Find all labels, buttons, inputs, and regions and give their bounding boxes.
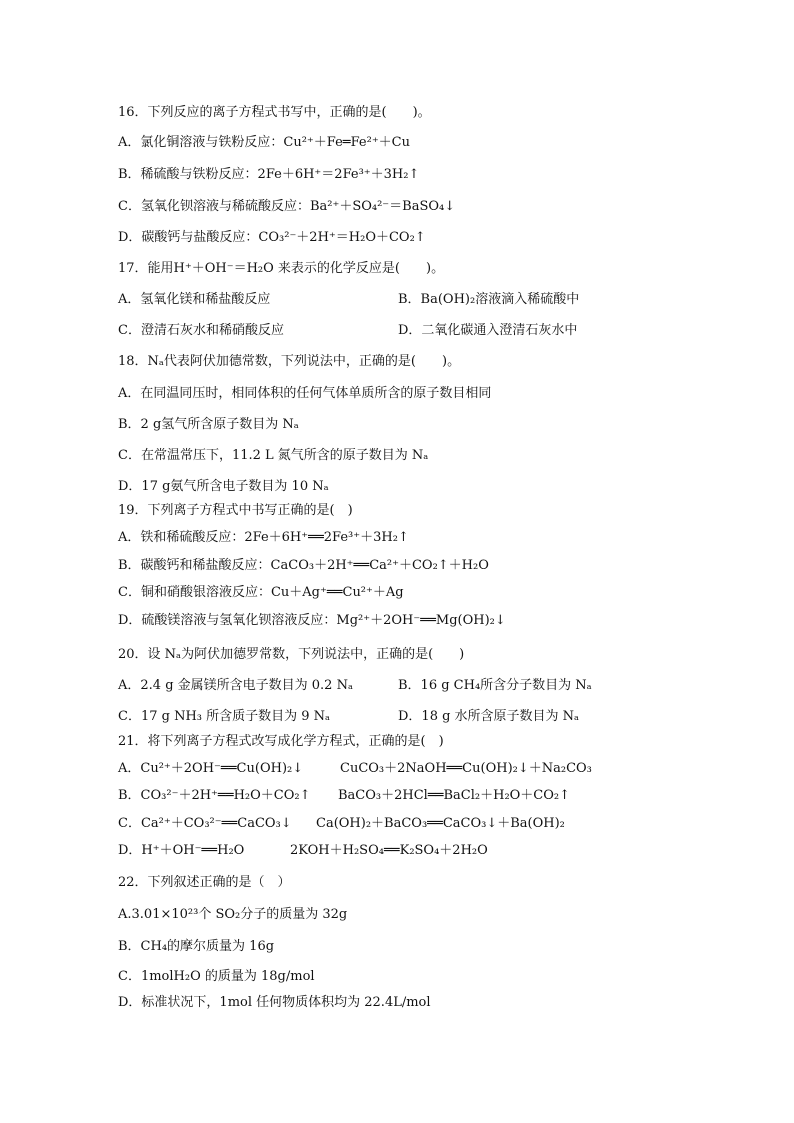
question-19: 19．下列离子方程式中书写正确的是( ): [118, 503, 353, 518]
q20-option-a: A．2.4 g 金属镁所含电子数目为 0.2 Nₐ: [118, 678, 353, 693]
question-18: 18．Nₐ代表阿伏加德常数，下列说法中，正确的是( )。: [118, 354, 461, 369]
q18-option-a: A．在同温同压时，相同体积的任何气体单质所含的原子数目相同: [118, 386, 492, 401]
q20-option-c: C．17 g NH₃ 所含质子数目为 9 Nₐ: [118, 709, 331, 724]
q21-option-b-ionic: B．CO₃²⁻＋2H⁺══H₂O＋CO₂↑: [118, 788, 311, 803]
q21-option-d-equation: 2KOH＋H₂SO₄══K₂SO₄＋2H₂O: [290, 843, 488, 858]
question-17: 17．能用H⁺＋OH⁻＝H₂O 来表示的化学反应是( )。: [118, 261, 445, 276]
q21-option-d-ionic: D．H⁺＋OH⁻══H₂O: [118, 843, 245, 858]
q17-option-a: A．氢氧化镁和稀盐酸反应: [118, 292, 271, 307]
q18-option-d: D．17 g氨气所含电子数目为 10 Nₐ: [118, 479, 329, 494]
q16-option-c: C．氢氧化钡溶液与稀硫酸反应：Ba²⁺＋SO₄²⁻＝BaSO₄↓: [118, 199, 456, 214]
question-21: 21．将下列离子方程式改写成化学方程式，正确的是( ): [118, 734, 444, 749]
q21-option-c-ionic: C．Ca²⁺＋CO₃²⁻══CaCO₃↓: [118, 816, 292, 831]
q18-option-b: B．2 g氢气所含原子数目为 Nₐ: [118, 417, 299, 432]
q21-option-b-equation: BaCO₃＋2HCl══BaCl₂＋H₂O＋CO₂↑: [338, 788, 571, 803]
q19-option-a: A．铁和稀硫酸反应：2Fe＋6H⁺══2Fe³⁺＋3H₂↑: [118, 530, 409, 545]
q19-option-c: C．铜和硝酸银溶液反应：Cu＋Ag⁺══Cu²⁺＋Ag: [118, 585, 404, 600]
q22-option-d: D．标准状况下，1mol 任何物质体积均为 22.4L/mol: [118, 995, 431, 1010]
q17-option-c: C．澄清石灰水和稀硝酸反应: [118, 323, 284, 338]
q16-option-d: D．碳酸钙与盐酸反应：CO₃²⁻＋2H⁺＝H₂O＋CO₂↑: [118, 230, 426, 245]
q16-option-b: B．稀硫酸与铁粉反应：2Fe＋6H⁺＝2Fe³⁺＋3H₂↑: [118, 167, 420, 182]
q16-option-a: A．氯化铜溶液与铁粉反应：Cu²⁺＋Fe═Fe²⁺＋Cu: [118, 135, 411, 150]
q19-option-b: B．碳酸钙和稀盐酸反应：CaCO₃＋2H⁺══Ca²⁺＋CO₂↑＋H₂O: [118, 558, 489, 573]
q19-option-d: D．硫酸镁溶液与氢氧化钡溶液反应：Mg²⁺＋2OH⁻══Mg(OH)₂↓: [118, 613, 506, 628]
question-20: 20．设 Nₐ为阿伏加德罗常数，下列说法中，正确的是( ): [118, 647, 465, 662]
q21-option-c-equation: Ca(OH)₂＋BaCO₃══CaCO₃↓＋Ba(OH)₂: [316, 816, 565, 831]
q18-option-c: C．在常温常压下，11.2 L 氮气所含的原子数目为 Nₐ: [118, 448, 429, 463]
question-16: 16．下列反应的离子方程式书写中，正确的是( )。: [118, 105, 431, 120]
q22-option-c: C．1molH₂O 的质量为 18g/mol: [118, 969, 315, 984]
q21-option-a-equation: CuCO₃＋2NaOH══Cu(OH)₂↓＋Na₂CO₃: [340, 761, 592, 776]
q20-option-b: B．16 g CH₄所含分子数目为 Nₐ: [398, 678, 592, 693]
q20-option-d: D．18 g 水所含原子数目为 Nₐ: [398, 709, 580, 724]
question-22: 22．下列叙述正确的是（ ）: [118, 875, 291, 890]
q21-option-a-ionic: A．Cu²⁺＋2OH⁻══Cu(OH)₂↓: [118, 761, 304, 776]
q22-option-b: B．CH₄的摩尔质量为 16g: [118, 939, 275, 954]
q22-option-a: A.3.01×10²³个 SO₂分子的质量为 32g: [118, 907, 348, 922]
q17-option-b: B．Ba(OH)₂溶液滴入稀硫酸中: [398, 292, 580, 307]
q17-option-d: D．二氧化碳通入澄清石灰水中: [398, 323, 578, 338]
